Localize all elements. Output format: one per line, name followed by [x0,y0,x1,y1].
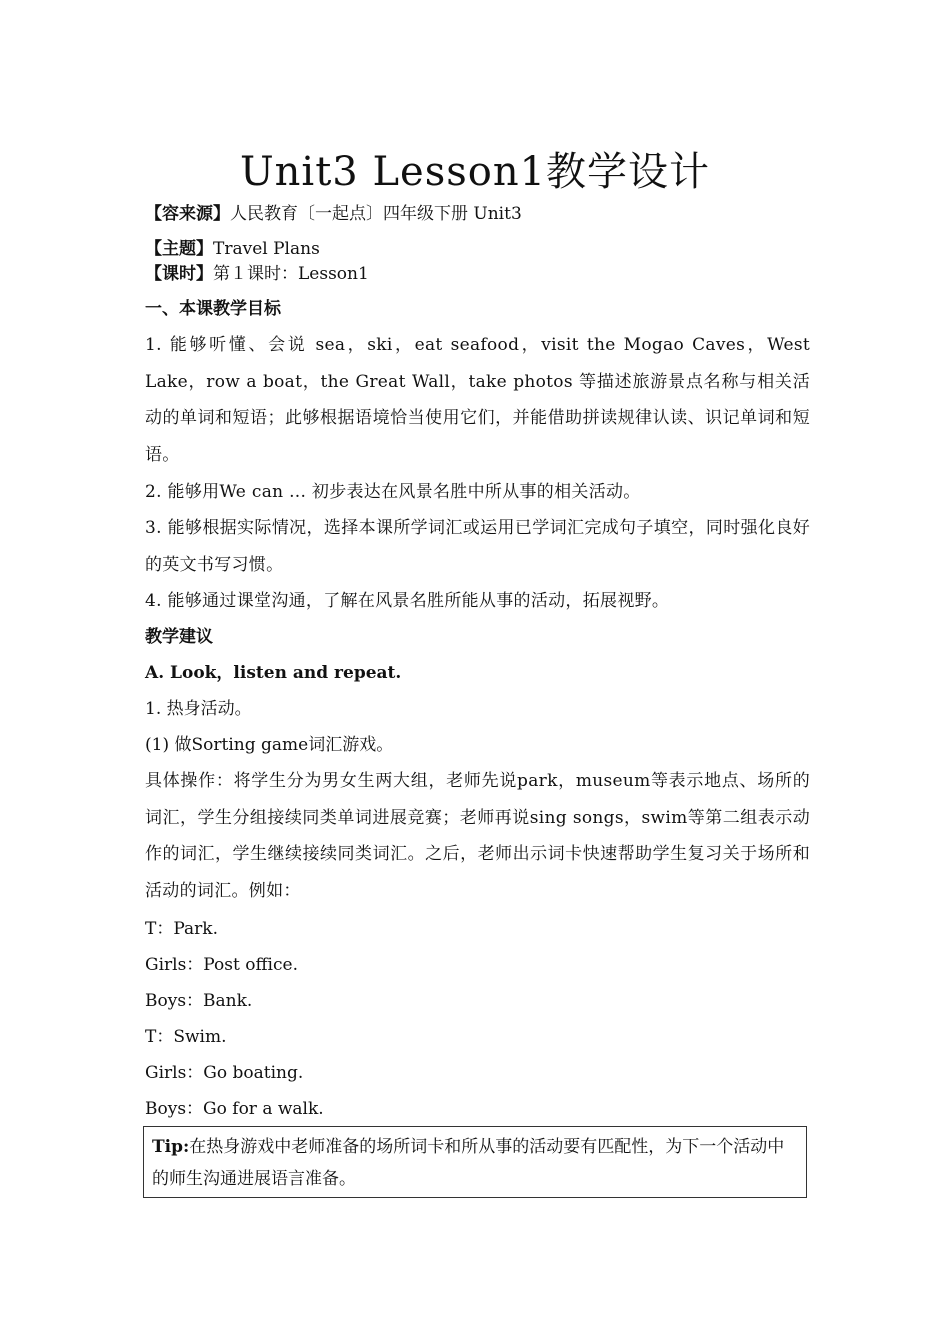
goal-item-1: 1. 能够听懂、会说 sea，ski，eat seafood，visit the Mogao Caves，West Lake，row a boat，the Great Wall，take photos 等描述旅游景点名称与相关活动的单词和短语；此够根据语境恰当使用它们，并能借助拼读规律认读、识记单词和短语。 [145,335,810,465]
dialogue-line-6: Boys：Go for a walk. [145,1099,324,1119]
dialogue-line-4: T：Swim. [145,1027,227,1047]
topic-value: Travel Plans [213,239,320,259]
dialogue-line-2: Girls：Post office. [145,955,298,975]
tip-label: Tip: [152,1137,190,1157]
operation-paragraph: 具体操作：将学生分为男女生两大组，老师先说park，museum等表示地点、场所的词汇，学生分组接续同类单词进展竞赛；老师再说sing songs，swim等第二组表示动作的词汇，学生继续接续同类词汇。之后，老师出示词卡快速帮助学生复习关于场所和活动的词汇。例如： [145,771,810,901]
tip-box [143,1126,807,1198]
document-title: Unit3 Lesson1教学设计 [239,149,711,195]
source-value: 人民教育〔一起点〕四年级下册 Unit3 [230,204,522,224]
period-line [145,262,369,286]
step-1: 1. 热身活动。 [145,699,252,719]
dialogue-line-3: Boys：Bank. [145,991,253,1011]
source-label: 【容来源】 [145,204,230,224]
goals-heading: 一、本课教学目标 [145,299,281,319]
dialogue-line-1: T：Park. [145,919,218,939]
goal-item-2: 2. 能够用We can ... 初步表达在风景名胜中所从事的相关活动。 [145,482,641,502]
topic-line [145,237,320,261]
suggestions-heading: 教学建议 [145,627,213,647]
source-line [145,202,522,226]
period-label: 【课时】 [145,264,213,284]
part-a-heading: A. Look，listen and repeat. [145,663,402,683]
period-value: 第１课时：Lesson1 [213,264,369,284]
step-1-1: (1) 做Sorting game词汇游戏。 [145,735,394,755]
goal-item-3: 3. 能够根据实际情况，选择本课所学词汇或运用已学词汇完成句子填空，同时强化良好的英文书写习惯。 [145,518,810,575]
topic-label: 【主题】 [145,239,213,259]
goal-item-4: 4. 能够通过课堂沟通，了解在风景名胜所能从事的活动，拓展视野。 [145,591,670,611]
dialogue-line-5: Girls：Go boating. [145,1063,304,1083]
tip-text: 在热身游戏中老师准备的场所词卡和所从事的活动要有匹配性，为下一个活动中的师生沟通进展语言准备。 [152,1137,785,1189]
